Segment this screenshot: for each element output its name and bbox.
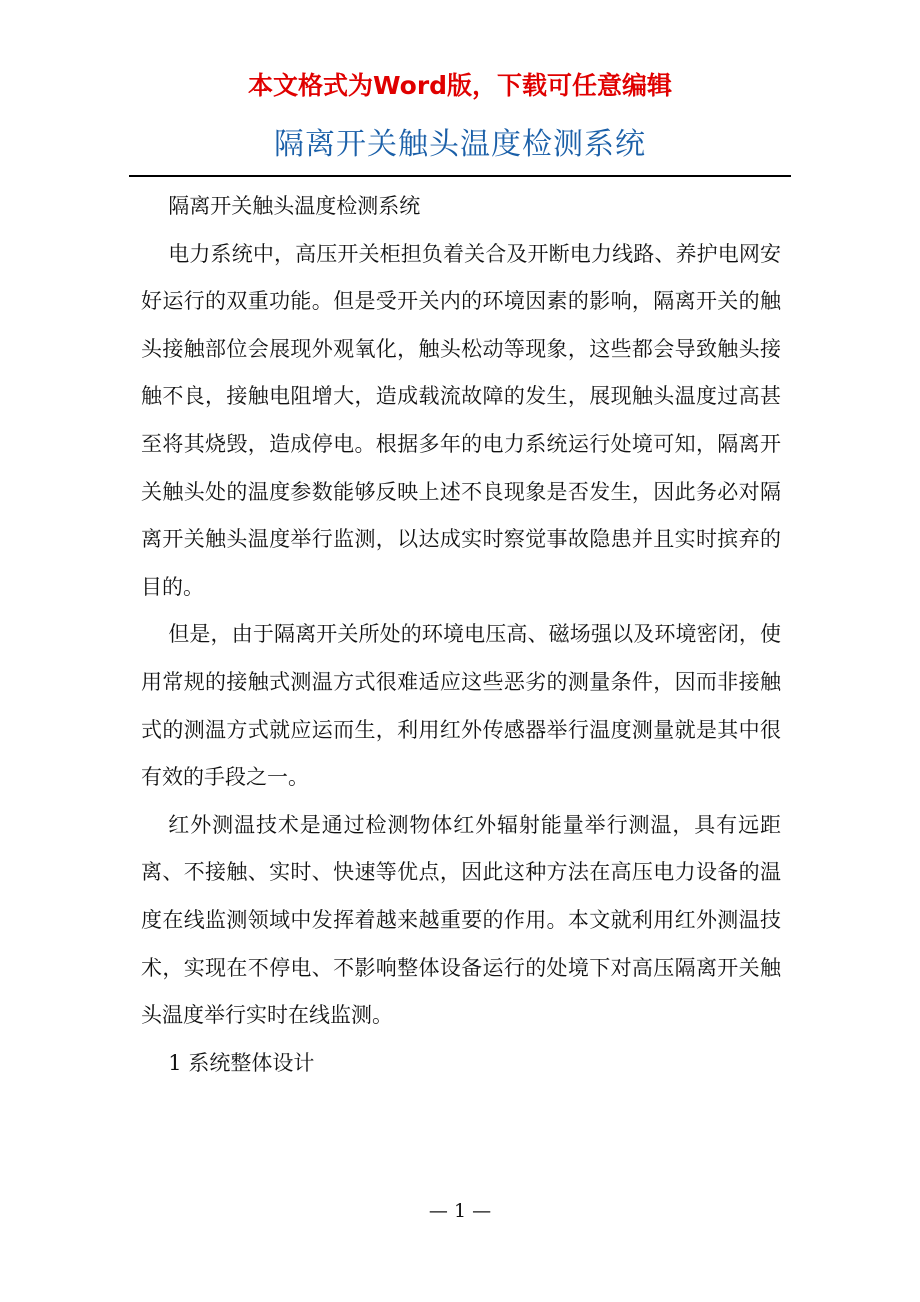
body-subtitle: 隔离开关触头温度检测系统 (168, 194, 421, 218)
format-notice-banner: 本文格式为Word版，下载可任意编辑 (247, 71, 673, 100)
section-heading: 1 系统整体设计 (168, 1050, 315, 1075)
body-paragraph: 但是，由于隔离开关所处的环境电压高、磁场强以及环境密闭，使用常规的接触式测温方式很难适应这些恶劣的测量条件，因而非接触式的测温方式就应运而生，利用红外传感器举行温度测量就是其中很有效的手段之一。 (141, 622, 781, 790)
document-body (141, 183, 781, 1087)
page-number: — 1 — (428, 1200, 492, 1222)
body-paragraph: 红外测温技术是通过检测物体红外辐射能量举行测温，具有远距离、不接触、实时、快速等优点，因此这种方法在高压电力设备的温度在线监测领域中发挥着越来越重要的作用。本文就利用红外测温技术，实现在不停电、不影响整体设备运行的处境下对高压隔离开关触头温度举行实时在线监测。 (141, 812, 781, 1028)
header-divider (129, 175, 791, 177)
document-title: 隔离开关触头温度检测系统 (274, 127, 646, 162)
body-paragraph: 电力系统中，高压开关柜担负着关合及开断电力线路、养护电网安好运行的双重功能。但是受开关内的环境因素的影响，隔离开关的触头接触部位会展现外观氧化，触头松动等现象，这些都会导致触头接触不良，接触电阻增大，造成载流故障的发生，展现触头温度过高甚至将其烧毁，造成停电。根据多年的电力系统运行处境可知，隔离开关触头处的温度参数能够反映上述不良现象是否发生，因此务必对隔离开关触头温度举行监测，以达成实时察觉事故隐患并且实时摈弃的目的。 (141, 241, 781, 599)
